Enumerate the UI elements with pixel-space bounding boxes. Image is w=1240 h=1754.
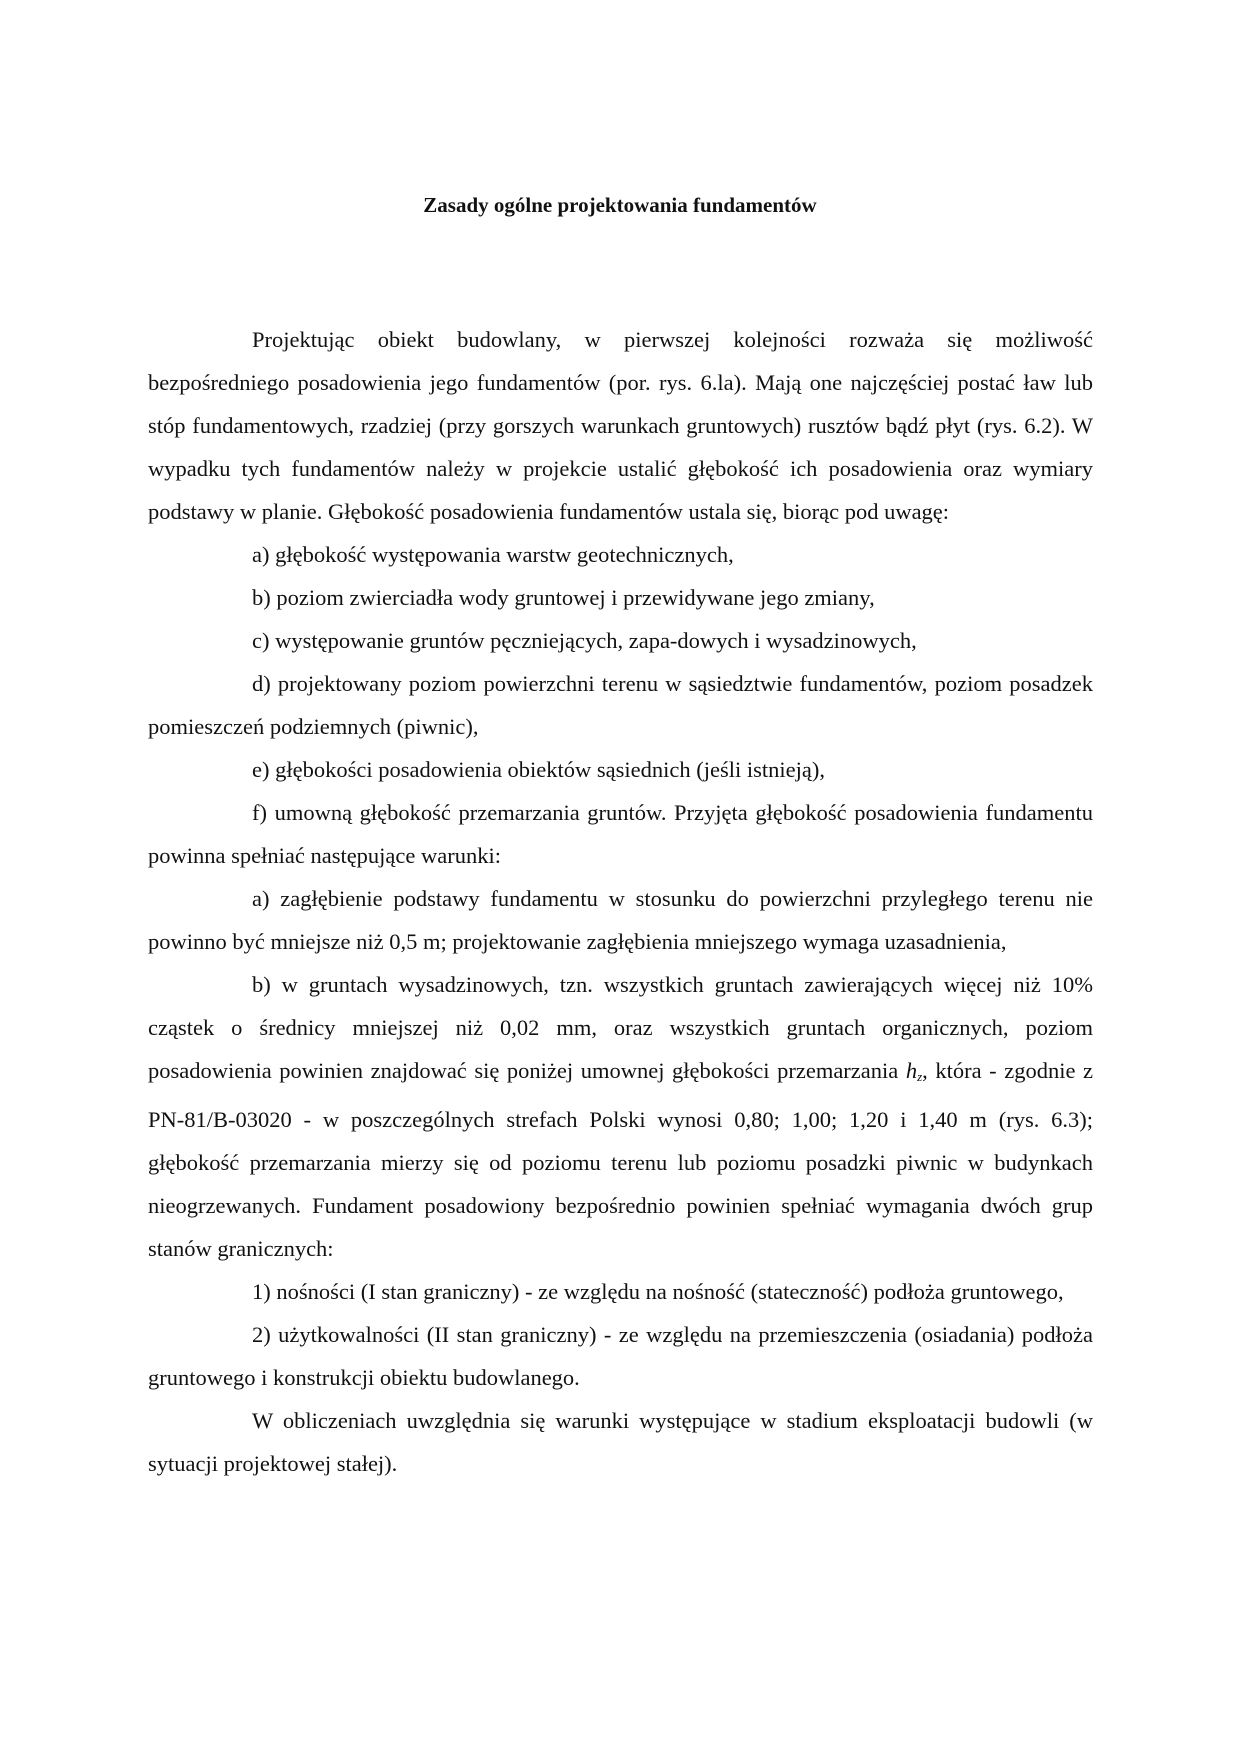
list-item-depth-factor-d: d) projektowany poziom powierzchni terenu w sąsiedztwie fundamentów, poziom posadzek pomieszczeń podziemnych (piwnic), xyxy=(148,671,1093,739)
closing-paragraph: W obliczeniach uwzględnia się warunki występujące w stadium eksploatacji budowli (w sytuacji projektowej stałej). xyxy=(148,1408,1093,1476)
document-title: Zasady ogólne projektowania fundamentów xyxy=(423,193,817,217)
list-item-limit-state-1: 1) nośności (I stan graniczny) - ze względu na nośność (stateczność) podłoża gruntowego, xyxy=(252,1279,1064,1304)
condition-b-text-start: b) w gruntach wysadzinowych, tzn. wszystkich gruntach zawierających więcej niż 10% cząstek o średnicy mniejszej niż 0,02 mm, oraz wszystkich gruntach organicznych, poziom posadowienia powinien znajdować się poniżej umownej głębokości przemarzania xyxy=(148,972,1093,1083)
frost-depth-symbol-letter: h xyxy=(905,1058,918,1083)
document-body xyxy=(148,318,1093,1485)
list-item-depth-factor-e: e) głębokości posadowienia obiektów sąsiednich (jeśli istnieją), xyxy=(252,757,825,782)
condition-a-paragraph: a) zagłębienie podstawy fundamentu w stosunku do powierzchni przyległego terenu nie powinno być mniejsze niż 0,5 m; projektowanie zagłębienia mniejszego wymaga uzasadnienia, xyxy=(148,886,1093,954)
condition-b-text-end: , która - zgodnie z PN-81/B-03020 - w poszczególnych strefach Polski wynosi 0,80; 1,00; 1,20 i 1,40 m (rys. 6.3); głębokość przemarzania mierzy się od poziomu terenu lub poziomu posadzki piwnic w budynkach nieogrzewanych. Fundament posadowiony bezpośrednio powinien spełniać wymagania dwóch grup stanów granicznych: xyxy=(148,1058,1094,1261)
list-item-depth-factor-f: f) umowną głębokość przemarzania gruntów. Przyjęta głębokość posadowienia fundamentu powinna spełniać następujące warunki: xyxy=(148,800,1093,868)
intro-paragraph: Projektując obiekt budowlany, w pierwszej kolejności rozważa się możliwość bezpośredniego posadowienia jego fundamentów (por. rys. 6.la). Mają one najczęściej postać ław lub stóp fundamentowych, rzadziej (przy gorszych warunkach gruntowych) rusztów bądź płyt (rys. 6.2). W wypadku tych fundamentów należy w projekcie ustalić głębokość ich posadowienia oraz wymiary podstawy w planie. Głębokość posadowienia fundamentów ustala się, biorąc pod uwagę: xyxy=(148,327,1093,524)
frost-depth-symbol-subscript: z xyxy=(917,1069,923,1084)
list-item-depth-factor-c: c) występowanie gruntów pęczniejących, zapa-dowych i wysadzinowych, xyxy=(252,628,917,653)
list-item-depth-factor-a: a) głębokość występowania warstw geotechnicznych, xyxy=(252,542,734,567)
condition-b-paragraph xyxy=(148,963,1093,1270)
list-item-limit-state-2: 2) użytkowalności (II stan graniczny) - ze względu na przemieszczenia (osiadania) podłoża gruntowego i konstrukcji obiektu budowlanego. xyxy=(148,1322,1093,1390)
frost-depth-symbol xyxy=(906,1058,922,1083)
list-item-depth-factor-b: b) poziom zwierciadła wody gruntowej i przewidywane jego zmiany, xyxy=(252,585,875,610)
